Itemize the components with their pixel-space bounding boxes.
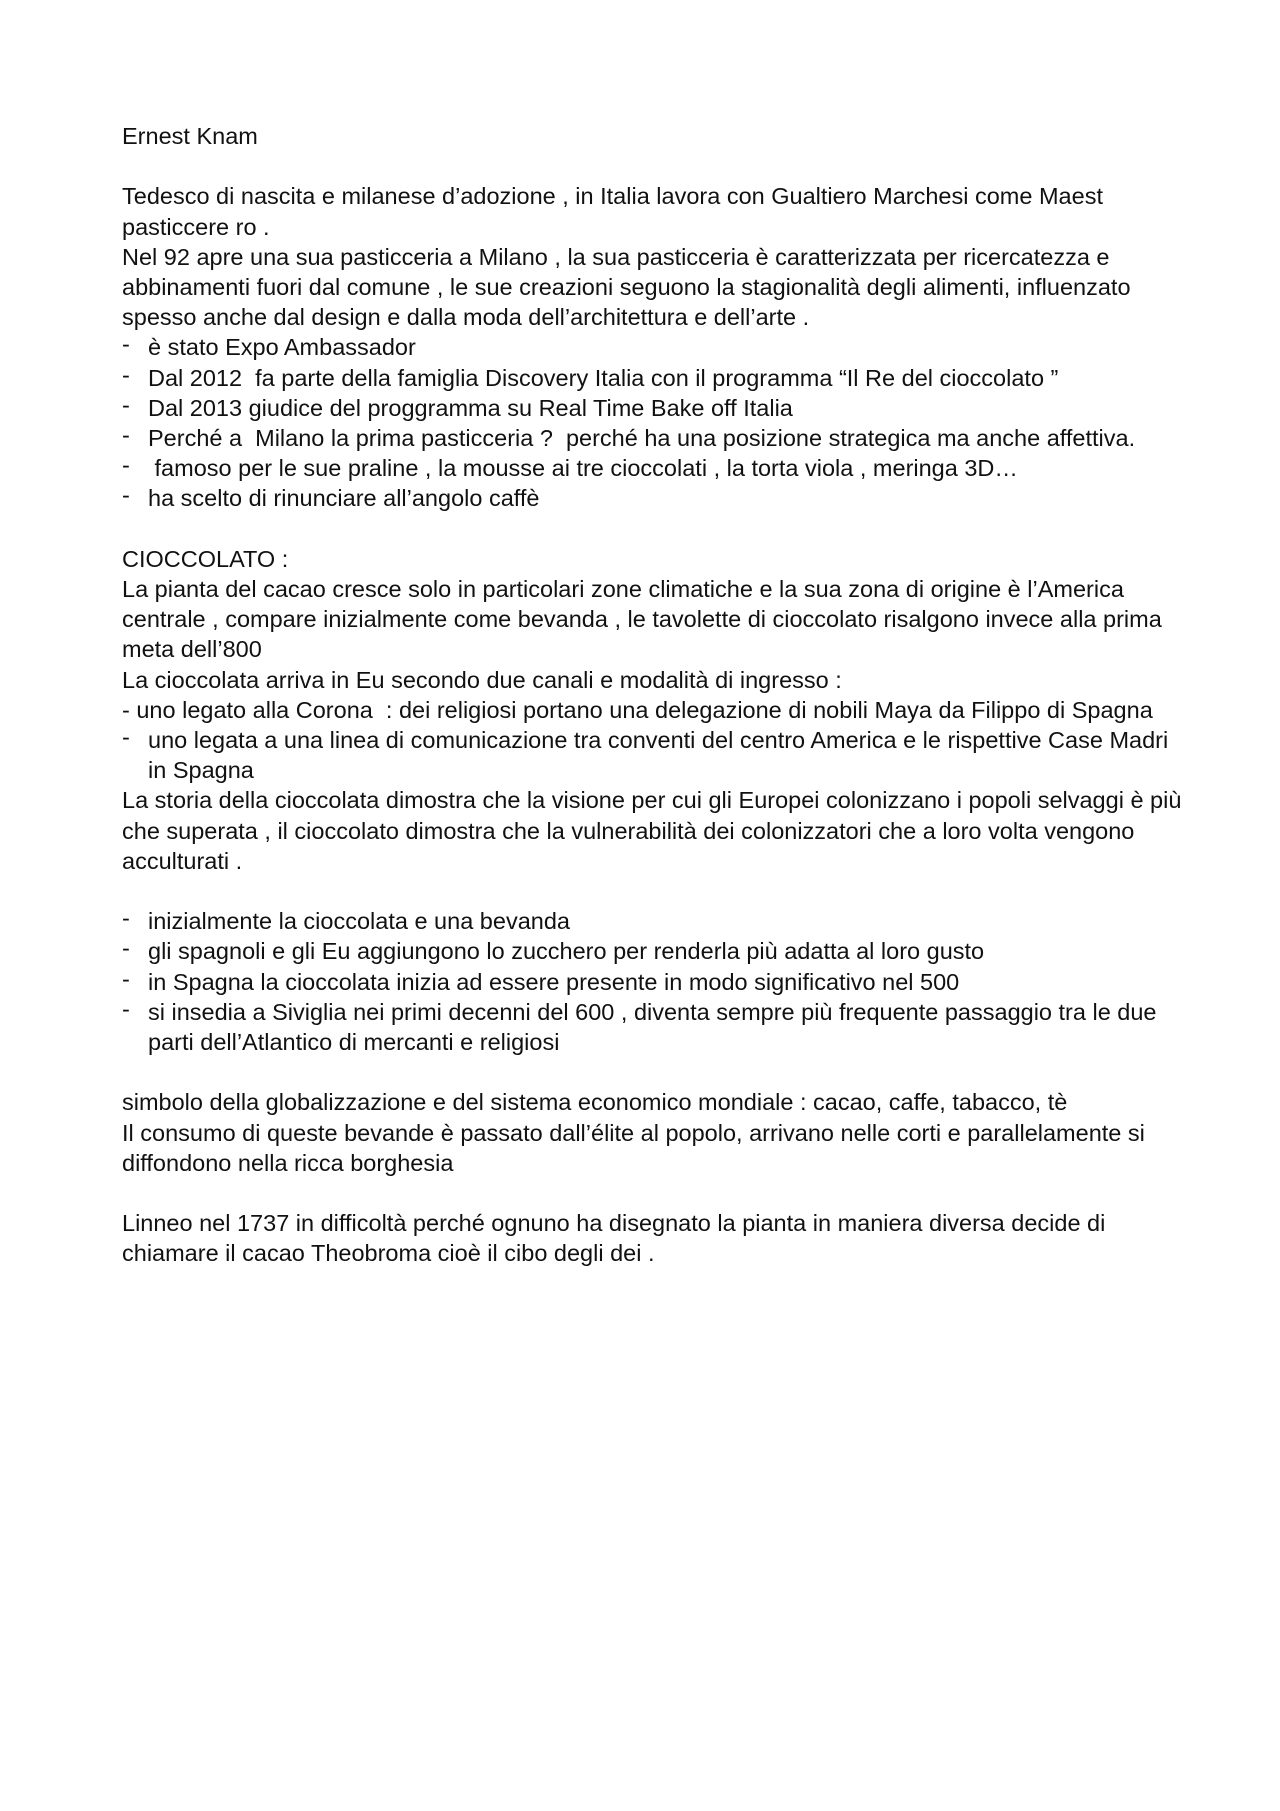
- spacer: [122, 876, 1182, 906]
- chocolate-channels-list: [122, 725, 1182, 785]
- list-item: - Dal 2013 giudice del proggramma su Real Time Bake off Italia: [122, 393, 1182, 423]
- chocolate-paragraph-origin: La pianta del cacao cresce solo in particolari zone climatiche e la sua zona di origine è l’America centrale , compare inizialmente come bevanda , le tavolette di cioccolato risalgono invece alla prima meta dell’800: [122, 576, 1169, 663]
- spacer: [122, 151, 1182, 181]
- list-item: - Dal 2012 fa parte della famiglia Discovery Italia con il programma “Il Re del cioccolato ”: [122, 363, 1182, 393]
- knam-facts-list: [122, 332, 1182, 513]
- list-item: - uno legata a una linea di comunicazione tra conventi del centro America e le rispettive Case Madri in Spagna: [122, 725, 1182, 785]
- list-item: - Perché a Milano la prima pasticceria ? perché ha una posizione strategica ma anche affettiva.: [122, 423, 1182, 453]
- chocolate-paragraph-corona: - uno legato alla Corona : dei religiosi portano una delegazione di nobili Maya da Filippo di Spagna: [122, 696, 1153, 723]
- intro-paragraph: Tedesco di nascita e milanese d’adozione , in Italia lavora con Gualtiero Marchesi come Maest pasticcere ro .: [122, 183, 1110, 240]
- list-item: - in Spagna la cioccolata inizia ad essere presente in modo significativo nel 500: [122, 967, 1182, 997]
- chocolate-heading: CIOCCOLATO :: [122, 545, 289, 572]
- spacer: [122, 1178, 1182, 1208]
- list-item: - inizialmente la cioccolata e una bevanda: [122, 906, 1182, 936]
- list-item: - gli spagnoli e gli Eu aggiungono lo zucchero per renderla più adatta al loro gusto: [122, 936, 1182, 966]
- chocolate-paragraph-history: La storia della cioccolata dimostra che la visione per cui gli Europei colonizzano i popoli selvaggi è più che superata , il cioccolato dimostra che la vulnerabilità dei colonizzatori che a loro volta vengono acculturati .: [122, 787, 1188, 874]
- document-page: [122, 121, 1188, 1269]
- shop-paragraph: Nel 92 apre una sua pasticceria a Milano , la sua pasticceria è caratterizzata per ricercatezza e abbinamenti fuori dal comune , le sue creazioni seguono la stagionalità degli alimenti, influenzato spesso anche dal design e dalla moda dell’architettura e dell’arte .: [122, 243, 1138, 331]
- chocolate-spain-list: [122, 906, 1182, 1057]
- list-item: - ha scelto di rinunciare all’angolo caffè: [122, 483, 1182, 513]
- spacer: [122, 1057, 1182, 1087]
- chocolate-paragraph-arrival: La cioccolata arriva in Eu secondo due canali e modalità di ingresso :: [122, 666, 842, 693]
- list-item: - è stato Expo Ambassador: [122, 332, 1182, 362]
- list-item: - famoso per le sue praline , la mousse ai tre cioccolati , la torta viola , meringa 3D…: [122, 453, 1182, 483]
- linneo-paragraph: Linneo nel 1737 in difficoltà perché ognuno ha disegnato la pianta in maniera diversa decide di chiamare il cacao Theobroma cioè il cibo degli dei .: [122, 1210, 1112, 1267]
- list-item: - si insedia a Siviglia nei primi decenni del 600 , diventa sempre più frequente passaggio tra le due parti dell’Atlantico di mercanti e religiosi: [122, 997, 1182, 1057]
- spacer: [122, 514, 1182, 544]
- globalization-paragraph: simbolo della globalizzazione e del sistema economico mondiale : cacao, caffe, tabacco, tè: [122, 1089, 1068, 1116]
- consumption-paragraph: Il consumo di queste bevande è passato dall’élite al popolo, arrivano nelle corti e parallelamente si diffondono nella ricca borghesia: [122, 1119, 1152, 1176]
- doc-title: Ernest Knam: [122, 123, 258, 149]
